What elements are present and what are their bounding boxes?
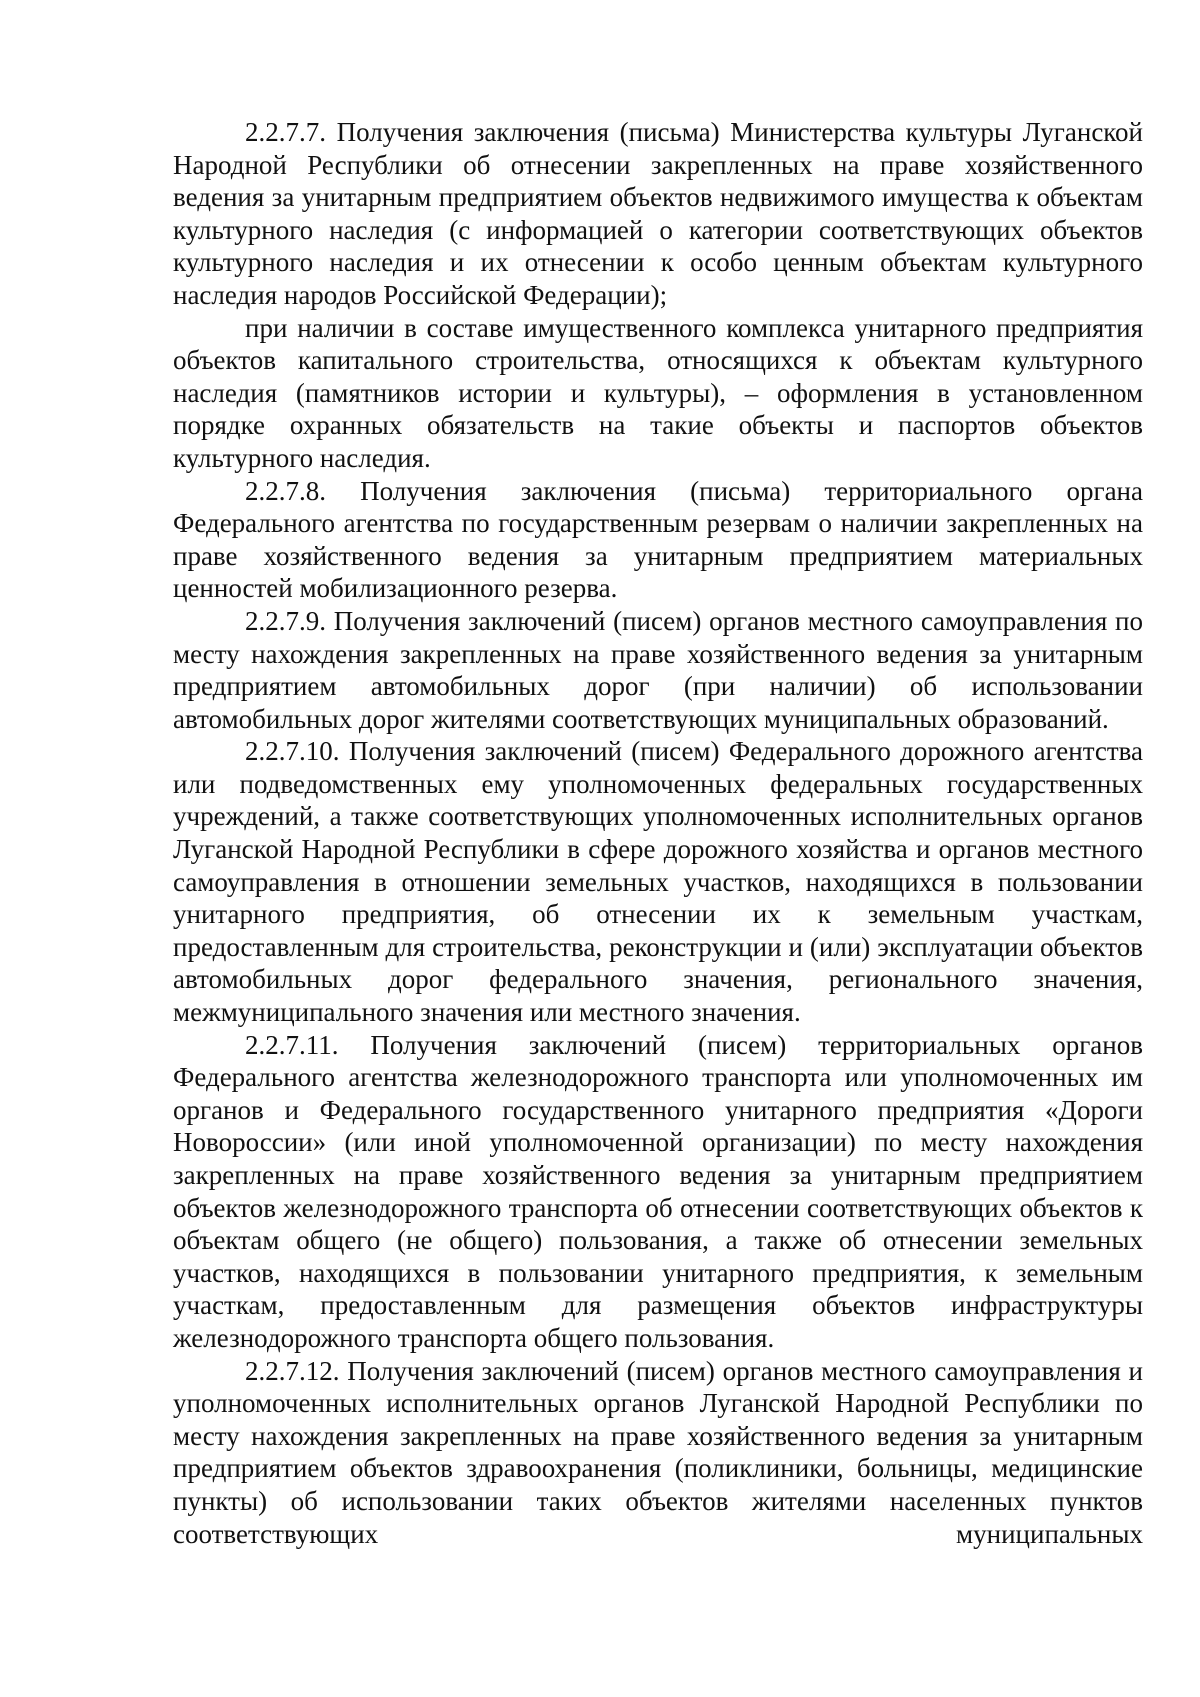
paragraph-2-2-7-8: 2.2.7.8. Получения заключения (письма) территориального органа Федерального агентства по государственным резервам о наличии закрепленных на праве хозяйственного ведения за унитарным предприятием материальных ценностей мобилизационного резерва.: [173, 475, 1143, 604]
paragraph-2-2-7-11: 2.2.7.11. Получения заключений (писем) территориальных органов Федерального агентства железнодорожного транспорта или уполномоченных им органов и Федерального государственного унитарного предприятия «Дороги Новороссии» (или иной уполномоченной организации) по месту нахождения закрепленных на праве хозяйственного ведения за унитарным предприятием объектов железнодорожного транспорта об отнесении соответствующих объектов к объектам общего (не общего) пользования, а также об отнесении земельных участков, находящихся в пользовании унитарного предприятия, к земельным участкам, предоставленным для размещения объектов инфраструктуры железнодорожного транспорта общего пользования.: [173, 1029, 1143, 1353]
paragraph-2-2-7-12: 2.2.7.12. Получения заключений (писем) органов местного самоуправления и уполномоченных исполнительных органов Луганской Народной Республики по месту нахождения закрепленных на праве хозяйственного ведения за унитарным предприятием объектов здравоохранения (поликлиники, больницы, медицинские пункты) об использовании таких объектов жителями населенных пунктов соответствующих муниципальных: [173, 1355, 1143, 1549]
paragraph-2-2-7-7: 2.2.7.7. Получения заключения (письма) Министерства культуры Луганской Народной Республики об отнесении закрепленных на праве хозяйственного ведения за унитарным предприятием объектов недвижимого имущества к объектам культурного наследия (с информацией о категории соответствующих объектов культурного наследия и их отнесении к особо ценным объектам культурного наследия народов Российской Федерации);: [173, 117, 1143, 310]
paragraph-2-2-7-10: 2.2.7.10. Получения заключений (писем) Федерального дорожного агентства или подведомственных ему уполномоченных федеральных государственных учреждений, а также соответствующих уполномоченных исполнительных органов Луганской Народной Республики в сфере дорожного хозяйства и органов местного самоуправления в отношении земельных участков, находящихся в пользовании унитарного предприятия, об отнесении их к земельным участкам, предоставленным для строительства, реконструкции и (или) эксплуатации объектов автомобильных дорог федерального значения, регионального значения, межмуниципального значения или местного значения.: [173, 736, 1143, 1028]
paragraph-2-2-7-9: 2.2.7.9. Получения заключений (писем) органов местного самоуправления по месту нахождения закрепленных на праве хозяйственного ведения за унитарным предприятием автомобильных дорог (при наличии) об использовании автомобильных дорог жителями соответствующих муниципальных образований.: [173, 605, 1143, 734]
document-body: [173, 116, 1143, 1550]
paragraph-cultural-heritage-obligations: при наличии в составе имущественного комплекса унитарного предприятия объектов капитального строительства, относящихся к объектам культурного наследия (памятников истории и культуры), – оформления в установленном порядке охранных обязательств на такие объекты и паспортов объектов культурного наследия.: [173, 312, 1143, 473]
